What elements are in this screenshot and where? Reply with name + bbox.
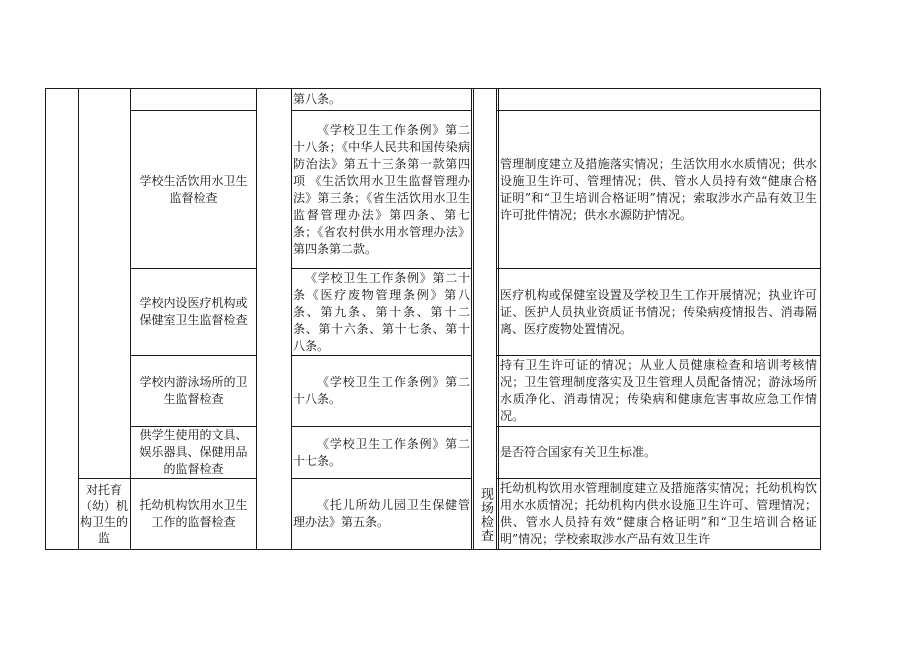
basis-cell: 第八条。 <box>293 92 342 106</box>
table-rule <box>45 88 46 550</box>
basis-cell: 《学校卫生工作条例》第二十八条。 <box>293 375 470 406</box>
item-cell: 学校内游泳场所的卫生监督检查 <box>139 375 248 406</box>
method-cell: 现场检查 <box>478 486 493 543</box>
table-rule <box>256 88 257 550</box>
table-rule <box>820 88 821 550</box>
item-cell: 供学生使用的文具、娱乐器具、保健用品的监督检查 <box>139 428 248 476</box>
basis-cell: 《托儿所幼儿园卫生保健管理办法》第五条。 <box>293 498 470 529</box>
content-cell: 是否符合国家有关卫生标准。 <box>500 445 657 459</box>
table-rule <box>291 88 292 550</box>
content-cell: 持有卫生许可证的情况；从业人员健康检查和培训考核情况；卫生管理制度落实及卫生管理人员配备情况；游泳场所水质净化、消毒情况；传染病和健康危害事故应急工作情况。 <box>500 358 817 423</box>
basis-cell: 《学校卫生工作条例》第二十条《医疗废物管理条例》第八条、第九条、第十条、第十二条、第十六条、第十七条、第十八条。 <box>293 270 470 353</box>
table-rule <box>498 88 499 550</box>
content-cell: 托幼机构饮用水管理制度建立及措施落实情况；托幼机构饮用水水质情况；托幼机构内供水设施卫生许可、管理情况；供、管水人员持有效“健康合格证明”和“卫生培训合格证明”情况；学校索取涉水产品有效卫生许 <box>500 481 817 546</box>
item-cell: 托幼机构饮用水卫生工作的监督检查 <box>139 498 248 529</box>
table-rule <box>45 549 821 550</box>
table-rule <box>78 88 79 550</box>
content-cell: 管理制度建立及措施落实情况；生活饮用水水质情况；供水设施卫生许可、管理情况；供、管水人员持有效“健康合格证明”和“卫生培训合格证明”情况；索取涉水产品有效卫生许可批件情况；供水水源防护情况。 <box>500 156 817 222</box>
item-cell: 学校生活饮用水卫生监督检查 <box>139 173 248 205</box>
basis-cell: 《学校卫生工作条例》第二十八条；《中华人民共和国传染病防治法》第五十三条第一款第四项 《生活饮用水卫生监督管理办法》第三条；《省生活饮用水卫生监督管理办法》第四条、第七条；《省农村供水用水管理办法》第四条第二款。 <box>293 122 470 256</box>
basis-cell: 《学校卫生工作条例》第二十七条。 <box>293 436 470 468</box>
table-rule <box>496 88 497 550</box>
content-cell: 医疗机构或保健室设置及学校卫生工作开展情况；执业许可证、医护人员执业资质证书情况；传染病疫情报告、消毒隔离、医疗废物处置情况。 <box>500 287 817 336</box>
table-rule <box>130 88 131 550</box>
item-cell: 学校内设医疗机构或保健室卫生监督检查 <box>139 296 248 327</box>
category-cell: 对托育（幼）机构卫生的监 <box>80 483 129 545</box>
table-rule <box>471 88 472 550</box>
